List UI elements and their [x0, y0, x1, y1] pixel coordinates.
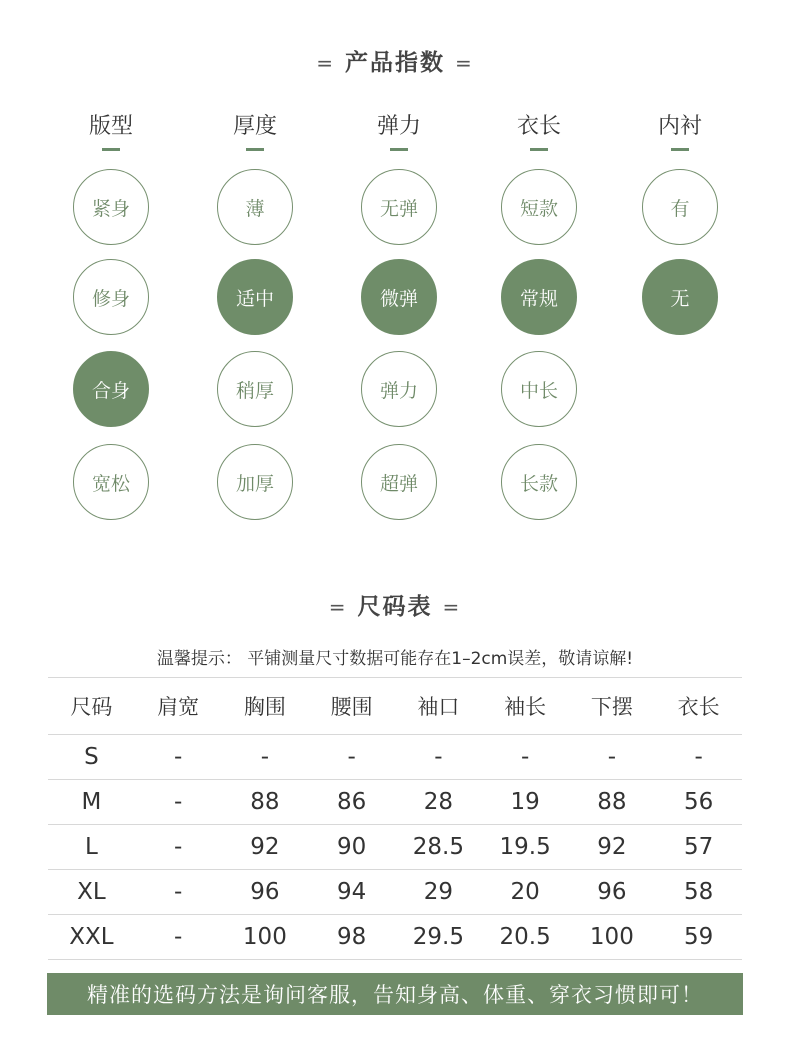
- index-option-selected: 微弹: [361, 259, 437, 335]
- table-cell: 29.5: [395, 915, 482, 960]
- table-cell: 100: [222, 915, 309, 960]
- header-underline: [102, 148, 120, 151]
- table-cell: 19: [482, 780, 569, 825]
- index-option: 无弹: [361, 169, 437, 245]
- index-option: 超弹: [361, 444, 437, 520]
- table-cell: 28: [395, 780, 482, 825]
- table-row: [48, 735, 742, 780]
- product-index-title: [0, 44, 790, 77]
- table-cell: 98: [308, 915, 395, 960]
- table-cell: -: [222, 735, 309, 780]
- table-cell: -: [135, 735, 222, 780]
- size-table-header: [48, 678, 742, 735]
- table-cell: 92: [569, 825, 656, 870]
- title-deco-left: =: [328, 595, 348, 619]
- size-label-cell: L: [48, 825, 135, 870]
- table-row: [48, 915, 742, 960]
- index-column-header: 衣长: [516, 114, 561, 139]
- table-cell: 29: [395, 870, 482, 915]
- index-option: 加厚: [217, 444, 293, 520]
- table-row: [48, 825, 742, 870]
- measurement-note: 温馨提示： 平铺测量尺寸数据可能存在1–2cm误差，敬请谅解!: [156, 649, 634, 669]
- index-column-header: 版型: [88, 114, 133, 139]
- product-index-title-text: 产品指数: [345, 50, 445, 76]
- index-column-header: 厚度: [232, 114, 277, 139]
- index-option-selected: 合身: [73, 351, 149, 427]
- table-cell: -: [135, 870, 222, 915]
- table-cell: -: [569, 735, 656, 780]
- table-cell: 86: [308, 780, 395, 825]
- index-option: 薄: [217, 169, 293, 245]
- table-cell: 90: [308, 825, 395, 870]
- column-header: 腰围: [308, 678, 395, 735]
- index-option: 宽松: [73, 444, 149, 520]
- column-header: 胸围: [222, 678, 309, 735]
- column-header: 肩宽: [135, 678, 222, 735]
- table-cell: -: [655, 735, 742, 780]
- index-column-header: 弹力: [376, 114, 421, 139]
- table-cell: 20: [482, 870, 569, 915]
- index-option: 短款: [501, 169, 577, 245]
- size-table: [48, 677, 742, 960]
- table-cell: 88: [222, 780, 309, 825]
- index-option: 稍厚: [217, 351, 293, 427]
- index-option: 紧身: [73, 169, 149, 245]
- table-cell: 56: [655, 780, 742, 825]
- header-underline: [246, 148, 264, 151]
- column-header: 尺码: [48, 678, 135, 735]
- index-option: 修身: [73, 259, 149, 335]
- table-cell: 19.5: [482, 825, 569, 870]
- index-column: [215, 112, 295, 495]
- index-column: [499, 112, 579, 495]
- index-column: [359, 112, 439, 495]
- table-cell: -: [308, 735, 395, 780]
- table-row: [48, 870, 742, 915]
- size-label-cell: XL: [48, 870, 135, 915]
- column-header: 下摆: [569, 678, 656, 735]
- size-label-cell: S: [48, 735, 135, 780]
- header-underline: [530, 148, 548, 151]
- index-option: 有: [642, 169, 718, 245]
- title-deco-right: =: [442, 595, 462, 619]
- title-deco-right: =: [455, 51, 474, 75]
- size-label-cell: XXL: [48, 915, 135, 960]
- index-column-header: 内衬: [657, 114, 702, 139]
- index-option: 中长: [501, 351, 577, 427]
- column-header: 袖口: [395, 678, 482, 735]
- table-cell: -: [135, 780, 222, 825]
- table-cell: -: [135, 915, 222, 960]
- size-table-body: [48, 735, 742, 960]
- table-cell: 20.5: [482, 915, 569, 960]
- index-option: 长款: [501, 444, 577, 520]
- table-cell: -: [395, 735, 482, 780]
- column-header: 袖长: [482, 678, 569, 735]
- size-chart-title-text: 尺码表: [357, 594, 433, 620]
- index-option-selected: 无: [642, 259, 718, 335]
- table-cell: 92: [222, 825, 309, 870]
- index-option-selected: 常规: [501, 259, 577, 335]
- table-cell: 100: [569, 915, 656, 960]
- column-header: 衣长: [655, 678, 742, 735]
- header-underline: [390, 148, 408, 151]
- size-chart-title: [0, 588, 790, 621]
- table-cell: 96: [222, 870, 309, 915]
- table-cell: 88: [569, 780, 656, 825]
- table-row: [48, 780, 742, 825]
- table-cell: -: [482, 735, 569, 780]
- table-cell: 94: [308, 870, 395, 915]
- index-option: 弹力: [361, 351, 437, 427]
- table-cell: -: [135, 825, 222, 870]
- index-option-selected: 适中: [217, 259, 293, 335]
- size-label-cell: M: [48, 780, 135, 825]
- index-column: [71, 112, 151, 495]
- table-cell: 28.5: [395, 825, 482, 870]
- table-cell: 59: [655, 915, 742, 960]
- table-cell: 58: [655, 870, 742, 915]
- title-deco-left: =: [316, 51, 335, 75]
- index-column: [640, 112, 720, 310]
- header-underline: [671, 148, 689, 151]
- table-cell: 57: [655, 825, 742, 870]
- table-cell: 96: [569, 870, 656, 915]
- footer-banner: 精准的选码方法是询问客服，告知身高、体重、穿衣习惯即可！: [47, 973, 743, 1015]
